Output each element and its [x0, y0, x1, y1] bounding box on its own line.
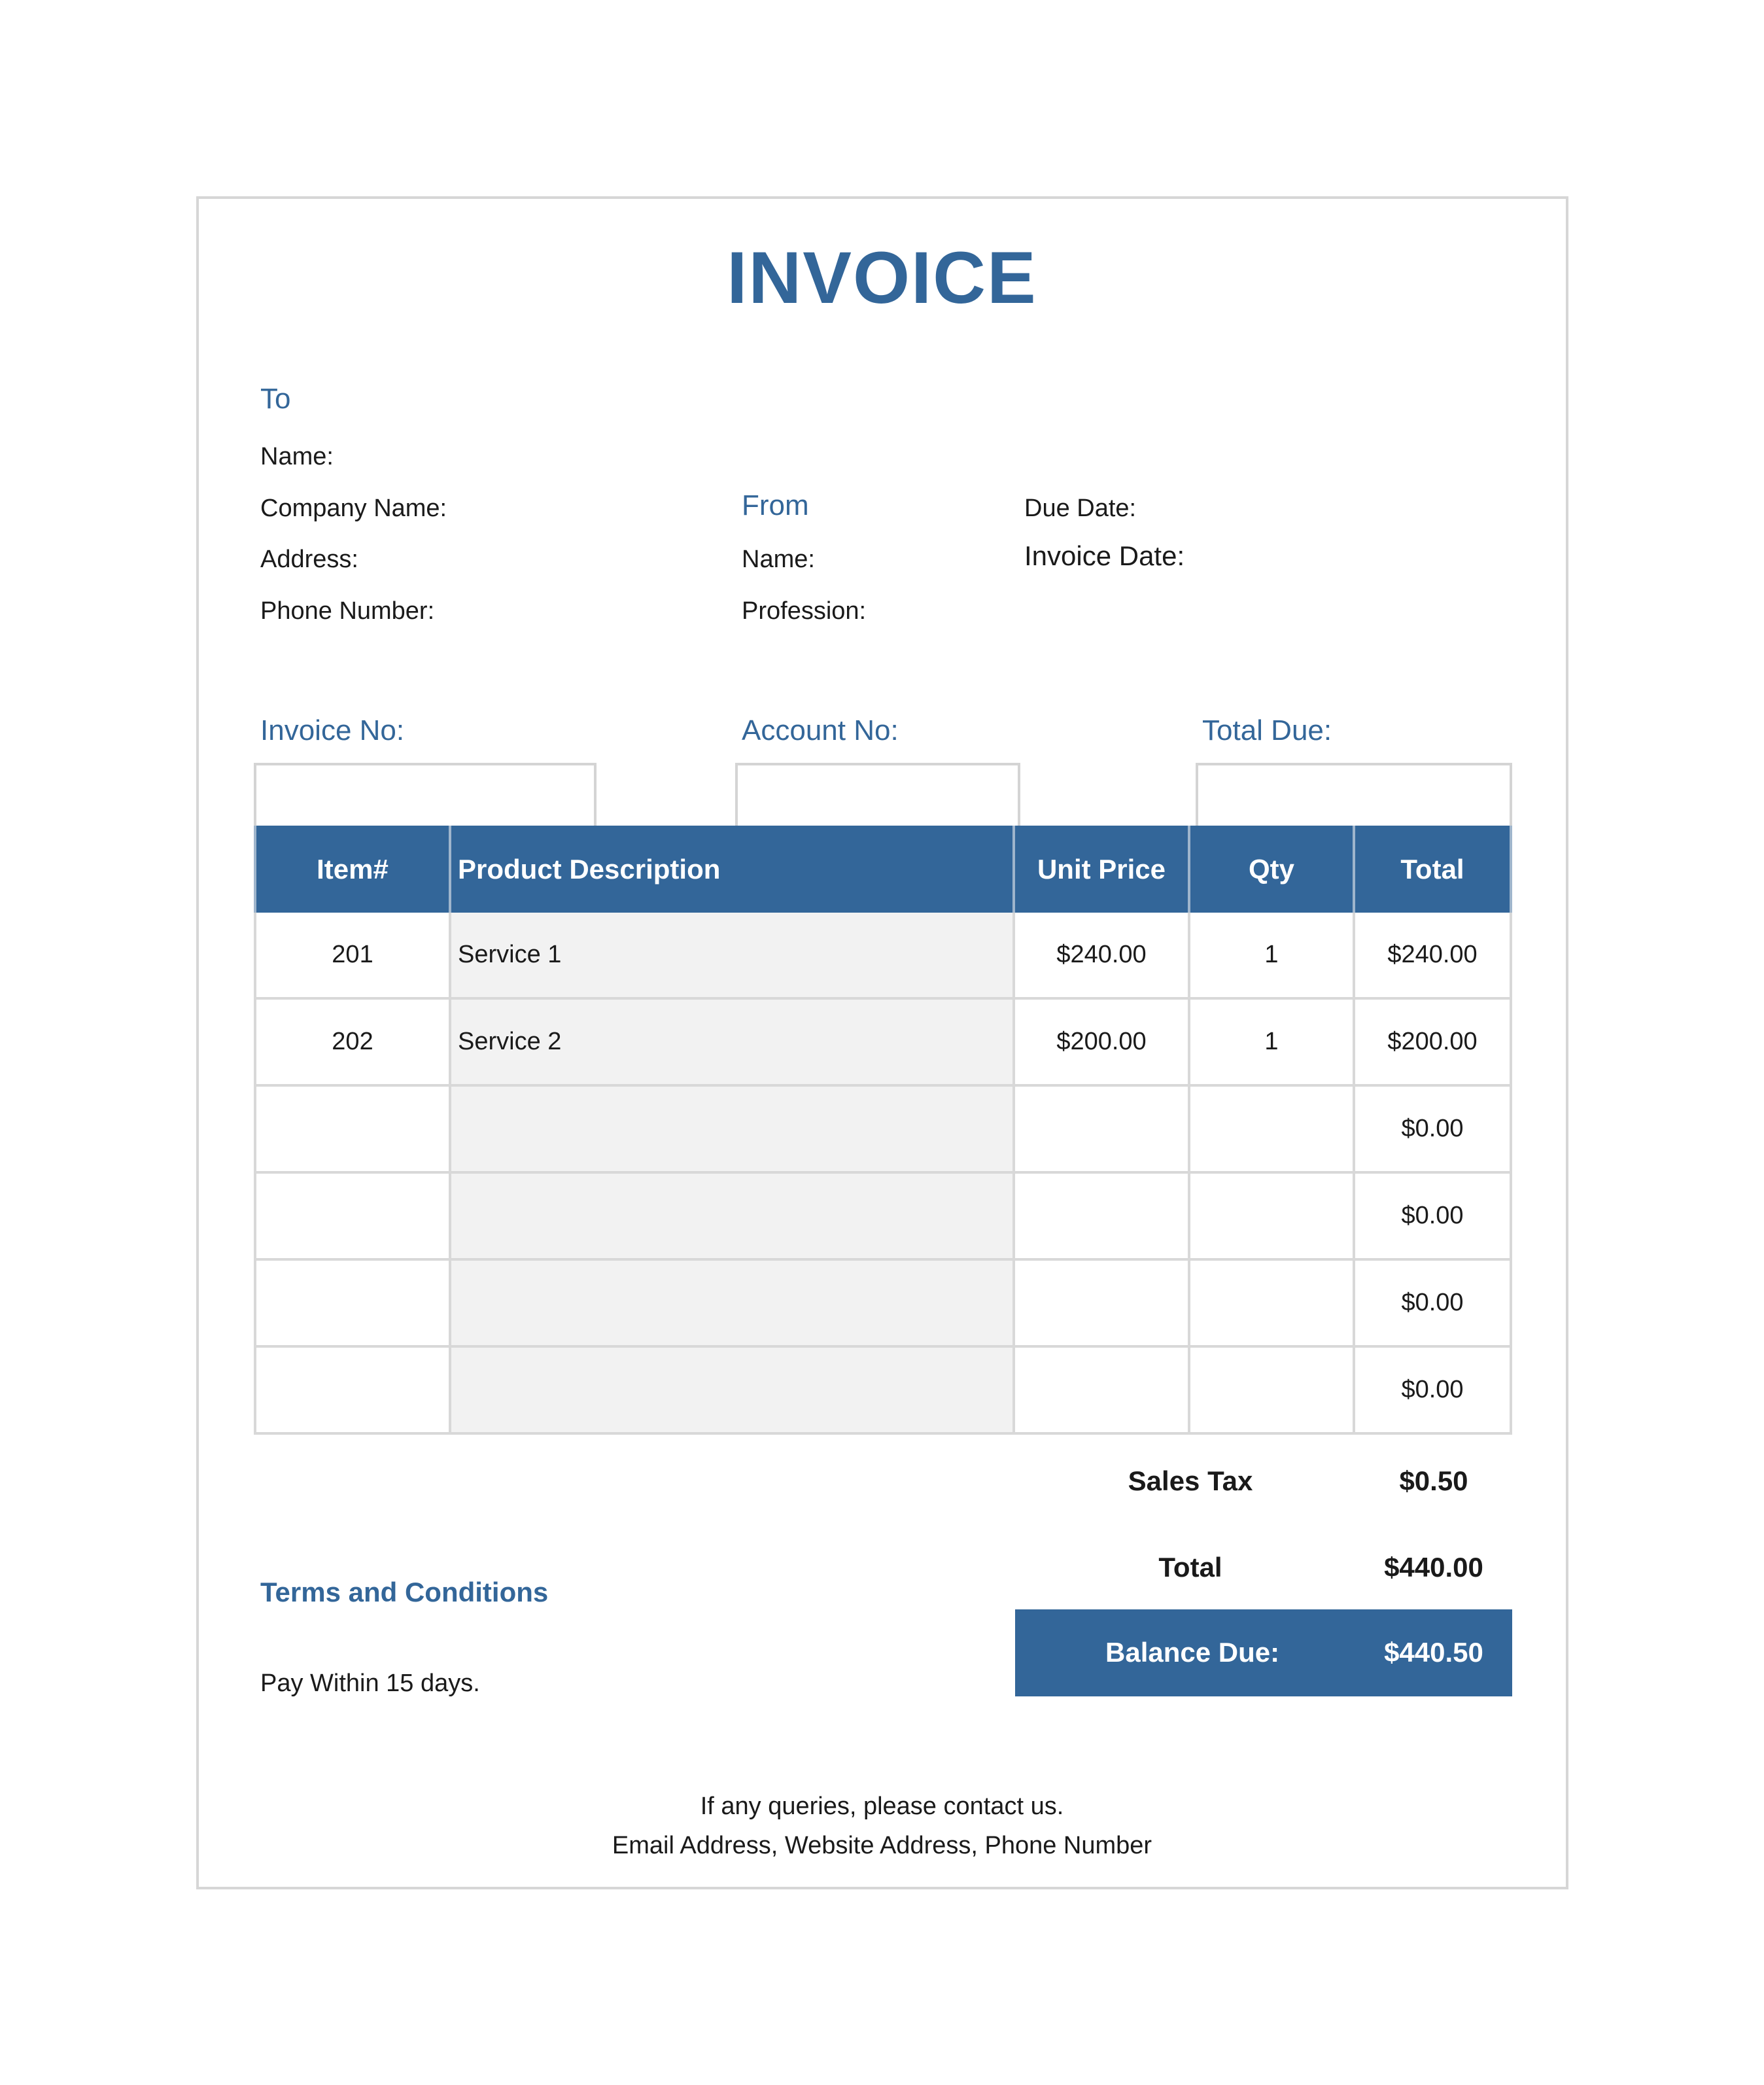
from-heading: From: [742, 489, 809, 521]
total-cell: $240.00: [1355, 913, 1512, 1000]
unit-price-cell[interactable]: [1015, 1348, 1190, 1435]
item-cell[interactable]: 201: [254, 913, 451, 1000]
table-row: [254, 1087, 1512, 1174]
footer-details-line: Email Address, Website Address, Phone Number: [612, 1832, 1152, 1859]
unit-price-cell[interactable]: $240.00: [1015, 913, 1190, 1000]
to-address-label: Address:: [260, 546, 358, 573]
invoice-title: INVOICE: [727, 237, 1037, 319]
footer-contact-line: If any queries, please contact us.: [700, 1793, 1064, 1820]
to-heading: To: [260, 383, 291, 415]
item-cell[interactable]: [254, 1174, 451, 1261]
description-cell[interactable]: [451, 1261, 1015, 1348]
to-name-label: Name:: [260, 443, 334, 470]
item-cell[interactable]: [254, 1087, 451, 1174]
qty-cell[interactable]: [1190, 1261, 1355, 1348]
invoice-date-label: Invoice Date:: [1024, 540, 1185, 571]
due-date-label: Due Date:: [1024, 495, 1137, 522]
item-cell[interactable]: [254, 1261, 451, 1348]
qty-cell[interactable]: [1190, 1087, 1355, 1174]
invoice-no-label: Invoice No:: [260, 714, 405, 746]
total-value: $440.00: [1384, 1552, 1483, 1583]
column-header-qty: Qty: [1190, 826, 1355, 913]
sales-tax-label: Sales Tax: [1128, 1465, 1253, 1496]
item-cell[interactable]: [254, 1348, 451, 1435]
total-cell: $0.00: [1355, 1174, 1512, 1261]
qty-cell[interactable]: [1190, 1348, 1355, 1435]
column-header-unit-price: Unit Price: [1015, 826, 1190, 913]
description-cell[interactable]: [451, 1087, 1015, 1174]
total-due-label: Total Due:: [1202, 714, 1332, 746]
from-profession-label: Profession:: [742, 597, 867, 625]
sales-tax-value: $0.50: [1399, 1465, 1468, 1496]
unit-price-cell[interactable]: [1015, 1087, 1190, 1174]
total-cell: $0.00: [1355, 1261, 1512, 1348]
total-due-field[interactable]: [1196, 763, 1512, 827]
balance-due-value: $440.50: [1384, 1637, 1483, 1668]
invoice-no-field[interactable]: [254, 763, 597, 827]
qty-cell[interactable]: 1: [1190, 1000, 1355, 1087]
terms-text: Pay Within 15 days.: [260, 1670, 480, 1697]
description-cell[interactable]: Service 2: [451, 1000, 1015, 1087]
table-row: [254, 1000, 1512, 1087]
description-cell[interactable]: [451, 1348, 1015, 1435]
balance-due-label: Balance Due:: [1105, 1637, 1280, 1668]
table-row: [254, 1348, 1512, 1435]
to-company-label: Company Name:: [260, 495, 447, 522]
column-header-item: Item#: [254, 826, 451, 913]
table-row: [254, 1261, 1512, 1348]
table-header: [254, 826, 1512, 913]
from-name-label: Name:: [742, 546, 815, 573]
qty-cell[interactable]: [1190, 1174, 1355, 1261]
items-table: [254, 826, 1512, 1435]
description-cell[interactable]: [451, 1174, 1015, 1261]
table-row: [254, 1174, 1512, 1261]
column-header-description: Product Description: [451, 826, 1015, 913]
to-phone-label: Phone Number:: [260, 597, 435, 625]
unit-price-cell[interactable]: $200.00: [1015, 1000, 1190, 1087]
terms-heading: Terms and Conditions: [260, 1577, 549, 1607]
description-cell[interactable]: Service 1: [451, 913, 1015, 1000]
unit-price-cell[interactable]: [1015, 1174, 1190, 1261]
qty-cell[interactable]: 1: [1190, 913, 1355, 1000]
balance-due-bar: [1015, 1609, 1512, 1696]
table-row: [254, 913, 1512, 1000]
total-label: Total: [1158, 1552, 1222, 1583]
total-cell: $0.00: [1355, 1348, 1512, 1435]
item-cell[interactable]: 202: [254, 1000, 451, 1087]
account-no-label: Account No:: [742, 714, 899, 746]
account-no-field[interactable]: [735, 763, 1020, 827]
unit-price-cell[interactable]: [1015, 1261, 1190, 1348]
total-cell: $0.00: [1355, 1087, 1512, 1174]
total-cell: $200.00: [1355, 1000, 1512, 1087]
column-header-total: Total: [1355, 826, 1512, 913]
